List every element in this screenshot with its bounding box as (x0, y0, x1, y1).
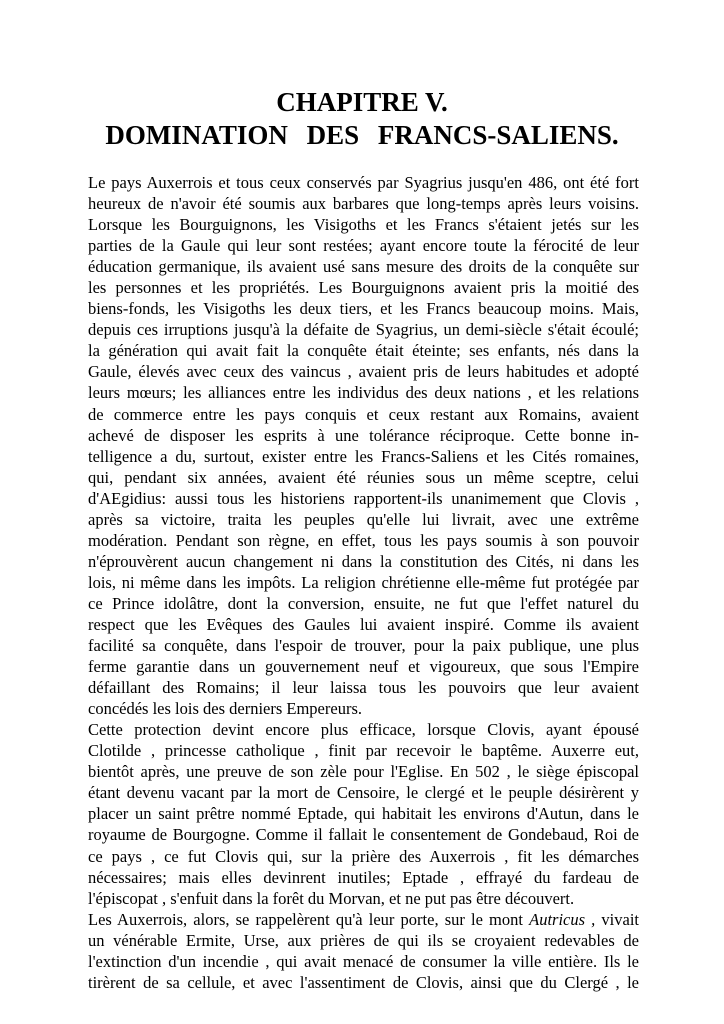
text-line: un vénérable Ermite, Urse, aux prières de qui ils se croyaient redevables de (88, 930, 639, 950)
text-line: modération. Pendant son règne, en effet, tous les pays soumis à son pouvoir (88, 530, 639, 550)
text-line: ce pays , ce fut Clovis qui, sur la prière des Auxerrois , fit les démarches (88, 846, 639, 866)
text-line: qui, pendant six années, avaient été réunies sous un même sceptre, celui (88, 467, 639, 487)
text-line: la génération qui avait fait la conquête était éteinte; ses enfants, nés dans la (88, 341, 639, 361)
text-line: respect que les Evêques des Gaules lui avaient inspiré. Comme ils avaient (88, 614, 639, 634)
body-text (88, 172, 639, 993)
chapter-subtitle: DOMINATION DES FRANCS-SALIENS. (105, 120, 619, 150)
text-line: ce Prince idolâtre, dont la conversion, ensuite, ne fut que l'effet naturel du (88, 593, 639, 613)
text-line: concédés les lois des derniers Empereurs. (88, 699, 362, 719)
text-line: l'extinction d'un incendie , qui avait menacé de consumer la ville entière. Ils le (88, 951, 639, 971)
text-line: heureux de n'avoir été soumis aux barbares que long-temps après leurs voisins. (88, 194, 639, 214)
text-segment: Les Auxerrois, alors, se rappelèrent qu'à leur porte, sur le mont (88, 909, 530, 929)
text-line: les personnes et les propriétés. Les Bourguignons avaient pris la moitié des (88, 278, 639, 298)
chapter-title: CHAPITRE V. (276, 87, 448, 117)
text-line: telligence a du, surtout, exister entre les Francs-Saliens et les Cités romaines, (88, 446, 639, 466)
text-line: facilité sa conquête, dans l'espoir de trouver, pour la paix publique, une plus (88, 636, 639, 656)
text-line: défaillant des Romains; il leur laissa tous les pouvoirs que leur avaient (88, 678, 639, 698)
text-line: n'éprouvèrent aucun changement ni dans la constitution des Cités, ni dans les (88, 551, 639, 571)
text-line: placer un saint prêtre nommé Eptade, qui habitait les environs d'Autun, dans le (88, 804, 639, 824)
text-line: Clotilde , princesse catholique , finit par recevoir le baptême. Auxerre eut, (88, 741, 639, 761)
text-line: parties de la Gaule qui leur sont restées; ayant encore toute la férocité de leur (88, 236, 639, 256)
text-line: royaume de Bourgogne. Comme il fallait le consentement de Gondebaud, Roi de (88, 825, 639, 845)
text-line: bientôt après, une preuve de son zèle pour l'Eglise. En 502 , le siège épiscopal (88, 762, 639, 782)
text-line: tirèrent de sa cellule, et avec l'assentiment de Clovis, ainsi que du Clergé , le (88, 972, 639, 992)
text-line: nécessaires; mais elles devinrent inutiles; Eptade , effrayé du fardeau de (88, 867, 639, 887)
text-line: achevé de disposer les esprits à une tolérance réciproque. Cette bonne in- (88, 425, 639, 445)
text-line: l'épiscopat , s'enfuit dans la forêt du Morvan, et ne put pas être découvert. (88, 888, 575, 908)
text-line: Lorsque les Bourguignons, les Visigoths et les Francs s'étaient jetés sur les (88, 215, 639, 235)
text-line: Cette protection devint encore plus efficace, lorsque Clovis, ayant épousé (88, 720, 639, 740)
text-line: depuis ces irruptions jusqu'à la défaite de Syagrius, un demi-siècle s'était écoulé; (88, 320, 639, 340)
text-segment: vivait (595, 909, 639, 929)
text-line: de commerce entre les pays conquis et ceux restant aux Romains, avaient (88, 404, 639, 424)
text-line: ferme garantie dans un gouvernement neuf et vigoureux, que sous l'Empire (88, 657, 639, 677)
text-line: lois, ni même dans les impôts. La religion chrétienne elle-même fut protégée par (88, 572, 639, 592)
text-line: Le pays Auxerrois et tous ceux conservés par Syagrius jusqu'en 486, ont été fort (88, 173, 639, 192)
text-line: leurs mœurs; les alliances entre les individus des deux nations , et les relations (88, 383, 639, 403)
text-line: Gaule, élevés avec ceux des vaincus , avaient pris de leurs habitudes et adopté (88, 362, 639, 382)
text-line (88, 909, 639, 930)
text-line: après sa victoire, traita les peuples qu'elle lui livrait, avec une extrême (88, 509, 639, 529)
text-line: étant devenu vacant par la mort de Censoire, le clergé et le peuple désirèrent y (88, 783, 639, 803)
text-line: biens-fonds, les Visigoths les deux tiers, et les Francs beaucoup moins. Mais, (88, 299, 639, 319)
text-line: éducation germanique, ils avaient usé sans mesure des droits de la conquête sur (88, 257, 639, 277)
italic-place-name: Autricus , (529, 909, 596, 929)
text-line: d'AEgidius: aussi tous les historiens rapportent-ils unanimement que Clovis , (88, 488, 639, 508)
